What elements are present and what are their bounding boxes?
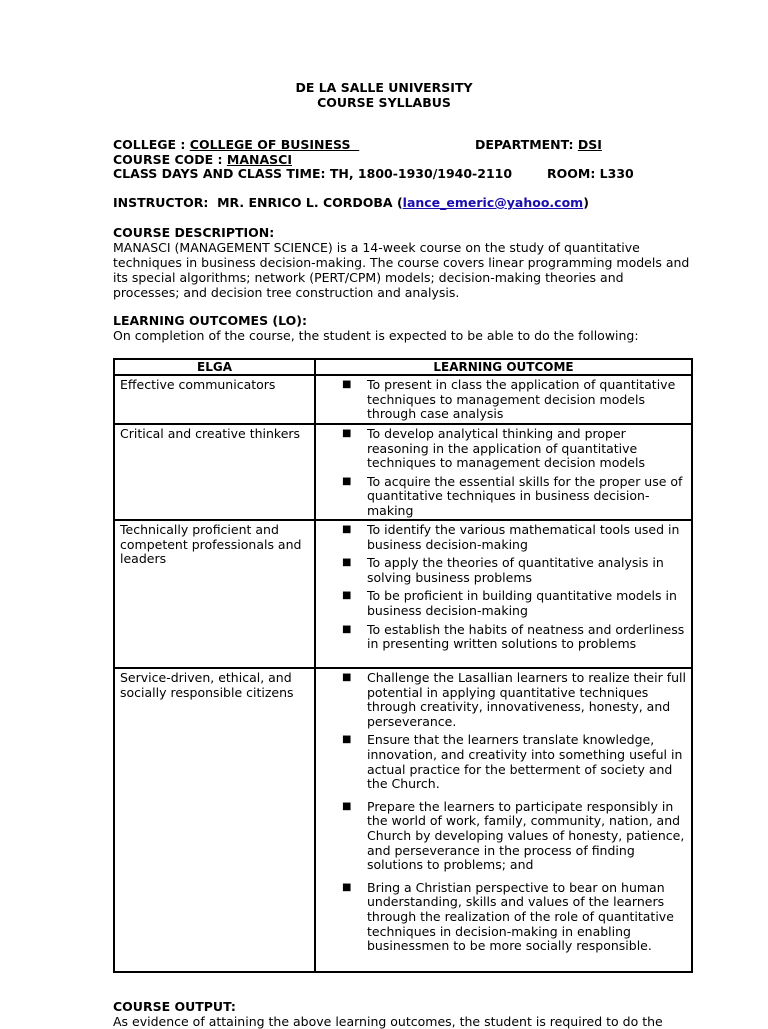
instructor-line [113,195,589,210]
output-heading: COURSE OUTPUT: [113,999,236,1014]
outcome-cell [315,520,692,668]
outcome-list [316,671,687,954]
outcomes-heading: LEARNING OUTCOMES (LO): [113,313,307,328]
department-value: DSI [577,137,602,152]
outcomes-intro: On completion of the course, the student is expected to be able to do the following: [113,328,639,343]
square-bullet-icon: ■ [342,475,352,487]
course-code-label: COURSE CODE : [113,152,223,167]
elga-cell: Technically proficient and competent professionals and leaders [114,520,315,668]
class-time: CLASS DAYS AND CLASS TIME: TH, 1800-1930/1940-2110 [113,166,513,181]
outcome-cell [315,375,692,424]
elga-cell: Service-driven, ethical, and socially responsible citizens [114,668,315,972]
university-name: DE LA SALLE UNIVERSITY [295,80,473,95]
list-item: ■ Challenge the Lasallian learners to realize their full potential in applying quantitative techniques through creativity, innovativeness, honesty, and perseverance. [342,670,686,729]
square-bullet-icon: ■ [342,590,352,602]
course-code-line [113,152,292,167]
instructor-close: ) [583,195,589,210]
table-row [114,424,692,520]
description-text: MANASCI (MANAGEMENT SCIENCE) is a 14-week course on the study of quantitative techniques in business decision-making. The course covers linear programming models and its special algorithms; network (PERT/CPM) models; decision-making theories and processes; and decision tree construction and analysis. [113,240,690,300]
square-bullet-icon: ■ [342,379,352,390]
elga-cell: Effective communicators [114,375,315,424]
table-row [114,375,692,424]
elga-column-header: ELGA [114,359,315,375]
square-bullet-icon: ■ [342,623,352,635]
output-text: As evidence of attaining the above learning outcomes, the student is required to do the [113,1014,663,1029]
outcome-list [316,427,687,519]
list-item: ■ Bring a Christian perspective to bear on human understanding, skills and values of the learners through the realization of the role of quantitative techniques in decision-making in enabling businessmen to be more socially responsible. [342,879,674,954]
room: ROOM: L330 [547,166,634,181]
department-line [475,137,602,152]
class-time-line [113,166,512,181]
college-line [113,137,359,152]
table-row [114,520,692,668]
college-value: COLLEGE OF BUSINESS [189,137,351,152]
square-bullet-icon: ■ [342,428,352,439]
square-bullet-icon: ■ [342,524,352,535]
outcome-list [316,523,687,652]
department-label: DEPARTMENT: [475,137,574,152]
list-item: ■ To present in class the application of quantitative techniques to management decision models through case analysis [342,377,676,422]
document-title: COURSE SYLLABUS [317,95,451,110]
description-heading: COURSE DESCRIPTION: [113,225,275,240]
square-bullet-icon: ■ [342,557,352,569]
square-bullet-icon: ■ [342,881,352,893]
list-item: ■ To identify the various mathematical tools used in business decision-making [342,522,680,552]
elga-cell: Critical and creative thinkers [114,424,315,520]
table-row [114,668,692,972]
list-item: ■ To establish the habits of neatness and orderliness in presenting written solutions to problems [342,621,685,652]
outcome-cell [315,668,692,972]
outcome-column-header: LEARNING OUTCOME [315,359,692,375]
course-code-value: MANASCI [226,152,292,167]
room-line [547,166,634,181]
college-label: COLLEGE : [113,137,186,152]
list-item: ■ Prepare the learners to participate responsibly in the world of work, family, community, nation, and Church by developing values of honesty, patience, and perseverance in the process of finding solutions to problems; and [342,798,685,873]
list-item: ■ To acquire the essential skills for the proper use of quantitative techniques in business decision-making [342,473,683,518]
list-item: ■ To develop analytical thinking and proper reasoning in the application of quantitative techniques to management decision models [342,426,645,471]
square-bullet-icon: ■ [342,672,352,683]
list-item: ■ Ensure that the learners translate knowledge, innovation, and creativity into something useful in actual practice for the betterment of society and the Church. [342,732,683,792]
instructor-email-link[interactable]: lance_emeric@yahoo.com [402,195,584,210]
list-item: ■ To apply the theories of quantitative analysis in solving business problems [342,555,664,585]
list-item: ■ To be proficient in building quantitative models in business decision-making [342,588,677,618]
outcome-list [316,378,687,422]
square-bullet-icon: ■ [342,800,352,812]
learning-outcomes-table [113,358,693,973]
square-bullet-icon: ■ [342,734,352,746]
outcome-cell [315,424,692,520]
instructor-label: INSTRUCTOR: MR. ENRICO L. CORDOBA ( [113,195,403,210]
